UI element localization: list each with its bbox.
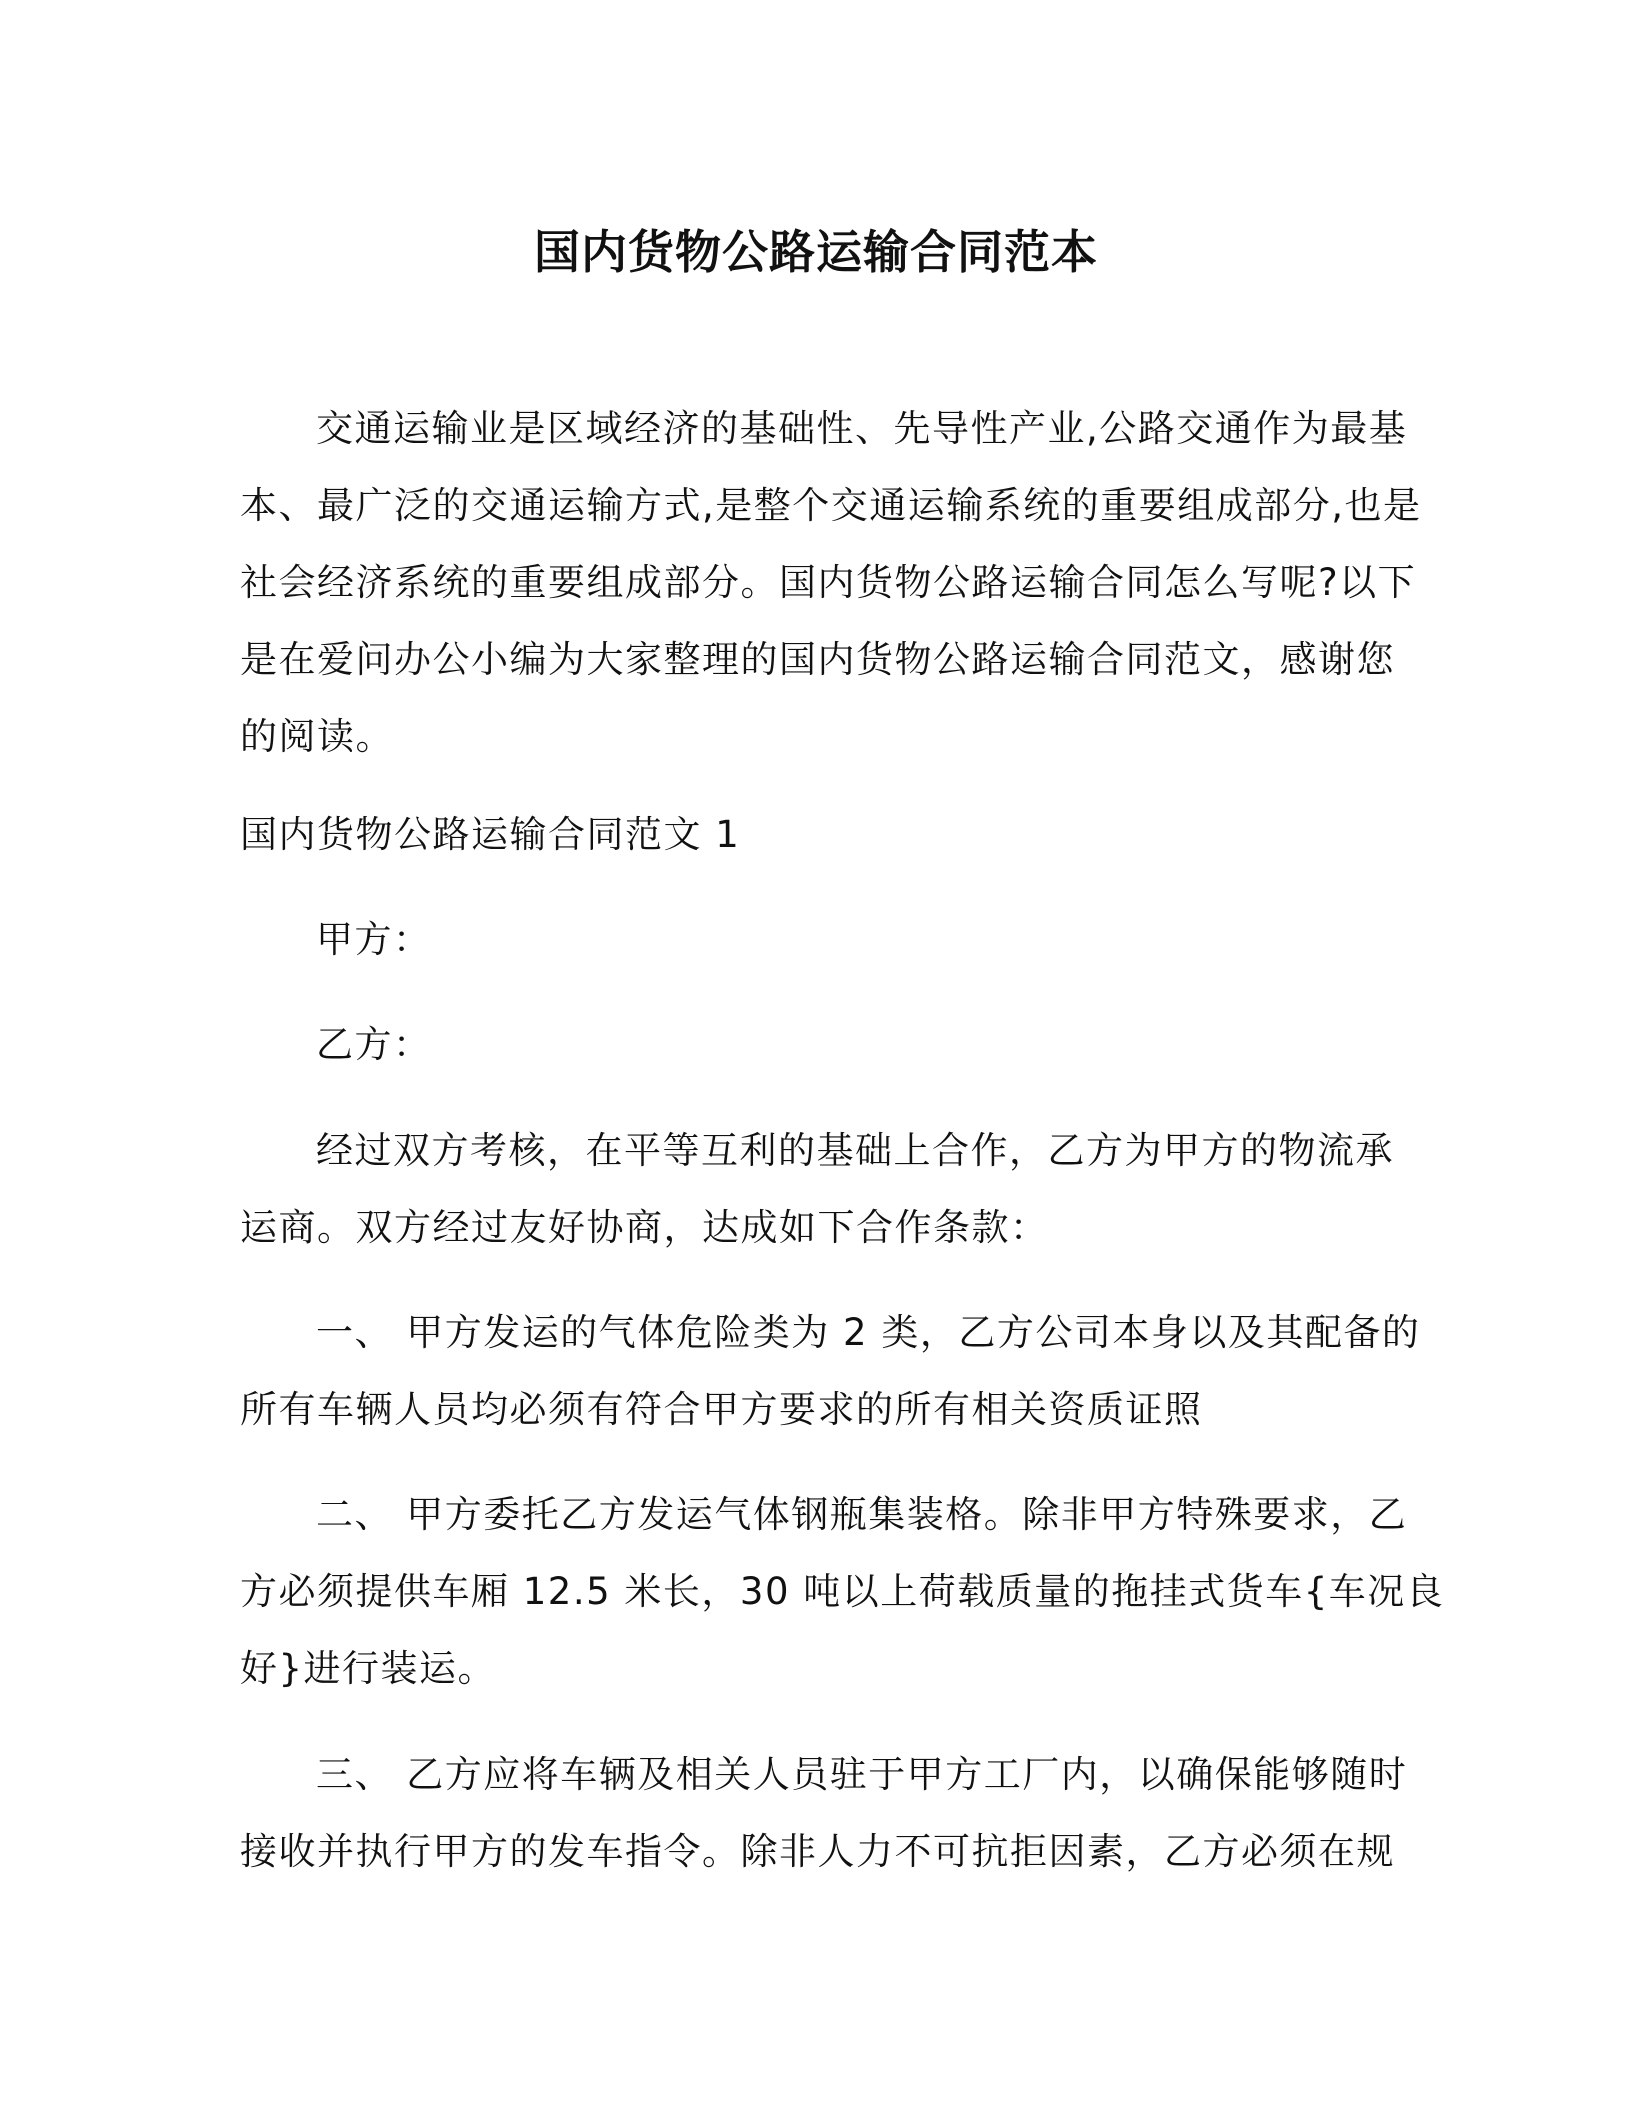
- clause-3: [240, 1736, 1408, 1890]
- intro-line: 本、最广泛的交通运输方式,是整个交通运输系统的重要组成部分,也是: [240, 484, 1422, 527]
- clause-line: 一、 甲方发运的气体危险类为 2 类，乙方公司本身以及其配备的: [316, 1311, 1421, 1354]
- clause-line: 三、 乙方应将车辆及相关人员驻于甲方工厂内，以确保能够随时: [316, 1753, 1408, 1796]
- preamble-line: 经过双方考核，在平等互利的基础上合作，乙方为甲方的物流承: [316, 1129, 1394, 1172]
- intro-paragraph: [240, 390, 1422, 775]
- clause-line: 方必须提供车厢 12.5 米长，30 吨以上荷载质量的拖挂式货车{车况良: [240, 1570, 1445, 1613]
- clause-line: 好}进行装运。: [240, 1647, 497, 1690]
- intro-line: 是在爱问办公小编为大家整理的国内货物公路运输合同范文，感谢您: [240, 638, 1395, 681]
- preamble-line: 运商。双方经过友好协商，达成如下合作条款：: [240, 1206, 1049, 1249]
- clause-2: [240, 1476, 1445, 1707]
- party-b-text: 乙方：: [316, 1023, 432, 1066]
- intro-line: 的阅读。: [240, 715, 394, 758]
- clause-1: [240, 1294, 1421, 1448]
- party-a-label: [240, 901, 1390, 978]
- clause-line: 接收并执行甲方的发车指令。除非人力不可抗拒因素，乙方必须在规: [240, 1830, 1395, 1873]
- preamble-paragraph: [240, 1112, 1394, 1266]
- party-a-text: 甲方：: [316, 918, 432, 961]
- document-title: 国内货物公路运输合同范本: [534, 225, 1098, 279]
- intro-line: 交通运输业是区域经济的基础性、先导性产业,公路交通作为最基: [316, 407, 1408, 450]
- clause-line: 所有车辆人员均必须有符合甲方要求的所有相关资质证照: [240, 1388, 1203, 1431]
- party-b-label: [240, 1006, 1390, 1083]
- section-heading: 国内货物公路运输合同范文 1: [240, 813, 741, 856]
- intro-line: 社会经济系统的重要组成部分。国内货物公路运输合同怎么写呢?以下: [240, 561, 1417, 604]
- clause-line: 二、 甲方委托乙方发运气体钢瓶集装格。除非甲方特殊要求，乙: [316, 1493, 1408, 1536]
